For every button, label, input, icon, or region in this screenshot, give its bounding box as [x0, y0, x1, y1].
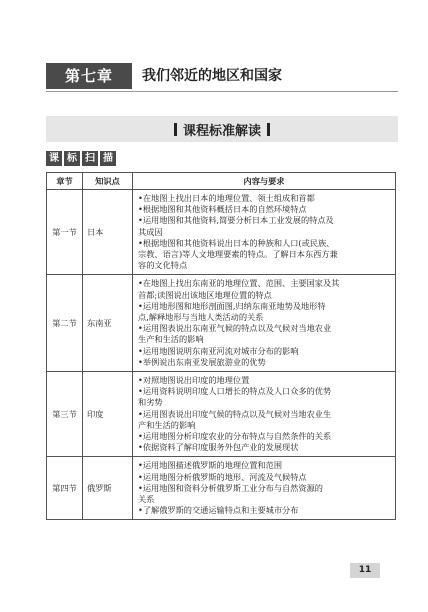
row-topic: 俄罗斯 — [83, 457, 133, 520]
requirement-line: 产和生活的影响 — [138, 419, 196, 430]
table-body — [47, 190, 396, 520]
requirement-line: •在地图上找出日本的地理位置、领土组成和首都 — [138, 193, 315, 203]
requirement-line: •运用资料说明印度人口增长的特点及人口众多的优势 — [138, 386, 332, 397]
chapter-label: 第七章 — [46, 63, 132, 89]
table-row — [47, 190, 396, 275]
requirement-line: •运用地图描述俄罗斯的地理位置和范围 — [138, 460, 283, 471]
row-requirements — [133, 275, 396, 372]
section-banner — [46, 116, 398, 142]
page-number: 11 — [350, 563, 380, 578]
requirement-line: 点,解释地形与当地人类活动的关系 — [138, 312, 264, 323]
row-section: 第三节 — [47, 372, 83, 457]
requirement-line: 其成因 — [138, 226, 163, 237]
requirement-line: 宗教、语言)等人文地理要素的特点。了解日本东西方兼 — [138, 249, 338, 260]
requirement-line: •运用地图分析俄罗斯的地形、河流及气候特点 — [138, 471, 307, 482]
requirement-line: 关系 — [138, 494, 155, 505]
requirement-line: 首都;读图说出该地区地理位置的特点 — [138, 289, 272, 300]
row-section: 第一节 — [47, 190, 83, 275]
section-tag — [46, 151, 116, 166]
table-row — [47, 275, 396, 372]
requirement-line: •对照地图说出印度的地理位置 — [138, 375, 250, 386]
header-requirements: 内容与要求 — [133, 173, 396, 190]
requirement-line: 容的文化特点 — [138, 260, 188, 271]
header-section: 章节 — [47, 173, 83, 190]
row-topic: 印度 — [83, 372, 133, 457]
requirement-line: •运用地图和其他资料,简要分析日本工业发展的特点及 — [138, 215, 334, 226]
section-tag-char: 课 — [46, 151, 62, 166]
section-tag-char: 扫 — [82, 151, 98, 166]
requirement-line: •根据地图和其他资料说出日本的种族和人口(或民族、 — [138, 237, 335, 248]
row-topic: 东南亚 — [83, 275, 133, 372]
requirement-line: •举例说出东南亚发展旅游业的优势 — [138, 356, 266, 367]
chapter-divider — [46, 91, 398, 92]
row-section: 第二节 — [47, 275, 83, 372]
requirement-line: •运用图表说出东南亚气候的特点以及气候对当地农业 — [138, 323, 332, 334]
chapter-title: 我们邻近的地区和国家 — [142, 68, 282, 84]
section-tag-char: 标 — [64, 151, 80, 166]
requirement-line: •运用图表说出印度气候的特点以及气候对当地农业生 — [138, 408, 332, 419]
table-row — [47, 457, 396, 520]
requirement-line: •在地图上找出东南亚的地理位置、范围、主要国家及其 — [138, 278, 340, 289]
requirement-line: •运用地图分析印度农业的分布特点与自然条件的关系 — [138, 431, 332, 442]
row-topic: 日本 — [83, 190, 133, 275]
requirement-line: •根据地图和其他资料概括日本的自然环境特点 — [138, 204, 307, 215]
table-row — [47, 372, 396, 457]
requirement-line: •运用地形图和地形剖面图,归纳东南亚地势及地形特 — [138, 300, 326, 311]
row-requirements — [133, 457, 396, 520]
requirement-line: •运用地图说明东南亚河流对城市分布的影响 — [138, 345, 299, 356]
banner-left-bar — [174, 123, 177, 136]
requirement-line: 生产和生活的影响 — [138, 334, 204, 345]
row-requirements — [133, 190, 396, 275]
requirement-line: 和劣势 — [138, 397, 163, 408]
section-tag-char: 描 — [100, 151, 116, 166]
banner-title: 课程标准解读 — [182, 123, 261, 139]
requirement-line: •运用地图和资料分析俄罗斯工业分布与自然资源的 — [138, 482, 323, 493]
requirement-line: •了解俄罗斯的交通运输特点和主要城市分布 — [138, 505, 299, 516]
header-topic: 知识点 — [83, 173, 133, 190]
row-section: 第四节 — [47, 457, 83, 520]
banner-right-bar — [267, 123, 270, 136]
row-requirements — [133, 372, 396, 457]
curriculum-table — [46, 172, 396, 520]
table-header-row — [47, 173, 396, 190]
requirement-line: •依据资料了解印度服务外包产业的发展现状 — [138, 442, 299, 453]
chapter-header — [46, 63, 398, 89]
